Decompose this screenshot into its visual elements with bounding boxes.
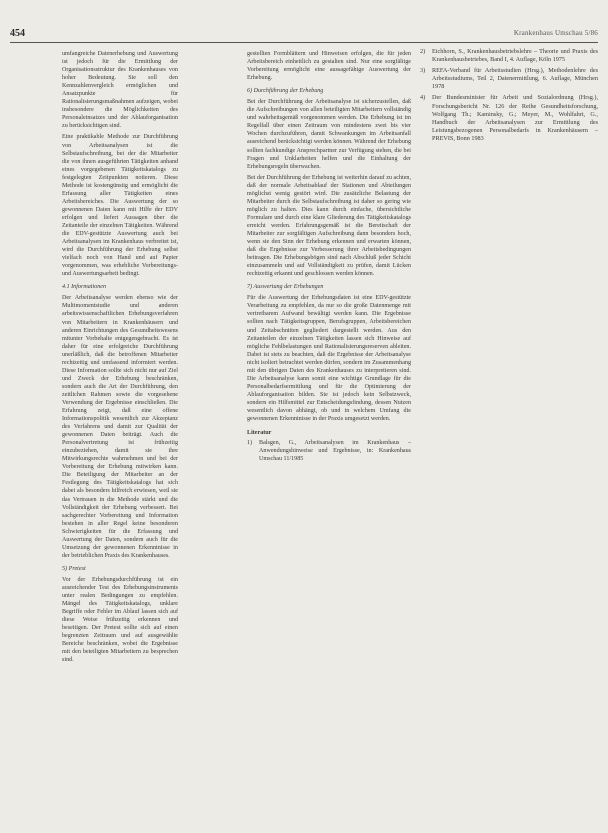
references-heading: Literatur [247, 430, 272, 437]
reference-text: Der Bundesminister für Arbeit und Sozialordnung (Hrsg.), Forschungsbericht Nr. 126 der Reihe Gesundheitsforschung, Wolfgang Th.; Kaminsky, G.; Meyer, M., Wohlfahrt, G., Handbuch der Arbeitsanalysen zur Ermittlung des Leistungsbezogenen Personalbedarfs in Krankenhäusern – PREVIS, Bonn 1983 [432, 94, 598, 142]
paragraph: Bei der Durchführung der Arbeitsanalyse ist sicherzustellen, daß die Aufschreibungen von allen beteiligten Mitarbeitern vollständig und wahrheitsgemäß vorgenommen werden. Die Erhebung ist im Regelfall über einen Zeitraum von mindestens zwei bis vier Wochen durchzuführen, damit Schwankungen im Arbeitsanfall ausreichend berücksichtigt werden können. Während der Erhebung sollten fachkundige Ansprechpartner zur Verfügung stehen, die bei Fragen und Unklarheiten helfen und die Einhaltung der Erhebungsregeln überwachen. [247, 99, 411, 170]
reference-item [420, 94, 598, 143]
page-number: 454 [10, 28, 25, 39]
section-heading-pretest: 5) Pretest [62, 565, 86, 572]
reference-item [420, 67, 598, 91]
paragraph: gestellten Formblättern und Hinweisen erfolgen, die für jeden Arbeitsbereich einheitlich zu gestalten sind. Nur eine sorgfältige Vorbereitung ermöglicht eine aussagefähige Auswertung der Erhebung. [247, 51, 411, 82]
paragraph: Vor der Erhebungsdurchführung ist ein ausreichender Test des Erhebungsinstruments unter realen Bedingungen zu empfehlen. Mängel des Tätigkeitskatalogs, unklare Begriffe oder Fehler im Ablauf lassen sich auf diese Weise frühzeitig erkennen und beseitigen. Der Pretest sollte sich auf einen begrenzten Zeitraum und auf ausgewählte Bereiche beschränken, wobei die Ergebnisse mit den beteiligten Mitarbeitern zu besprechen sind. [62, 576, 178, 664]
text-column-1 [62, 50, 178, 823]
reference-number: 1) [247, 440, 253, 447]
reference-item [247, 439, 411, 463]
reference-number: 2) [420, 48, 426, 55]
paragraph: Für die Auswertung der Erhebungsdaten ist eine EDV-gestützte Verarbeitung zu empfehlen, da nur so die große Datenmenge mit vertretbarem Aufwand bewältigt werden kann. Die Ergebnisse sollten nach Tätigkeitsgruppen, Berufsgruppen, Arbeitsbereichen und Zeitabschnitten gegliedert dargestellt werden. Aus den Zeitanteilen der einzelnen Tätigkeiten lassen sich Hinweise auf mögliche Fehlbelastungen und Rationalisierungsreserven ableiten. Dabei ist stets zu beachten, daß die Ergebnisse der Arbeitsanalyse nicht isoliert betrachtet werden dürfen, sondern im Zusammenhang mit den übrigen Daten des Krankenhauses zu interpretieren sind. Die Arbeitsanalyse kann somit eine wichtige Grundlage für die Personalbedarfsermittlung und für die Optimierung der Ablauforganisation bilden. Sie ist jedoch kein Selbstzweck, sondern ein Hilfsmittel zur Entscheidungsfindung, dessen Nutzen wesentlich davon abhängt, ob und in welchem Umfang die gewonnenen Erkenntnisse in der Praxis umgesetzt werden. [247, 295, 411, 423]
journal-title: Krankenhaus Umschau 5/86 [513, 29, 598, 37]
reference-item [420, 48, 598, 64]
reference-number: 3) [420, 67, 426, 75]
paragraph: Eine praktikable Methode zur Durchführung von Arbeitsanalysen ist die Selbstaufschreibung, bei der die Mitarbeiter die von ihnen ausgeführten Tätigkeiten anhand eines vorgegebenen Tätigkeitskatalogs zu festgelegten Zeitpunkten notieren. Diese Methode ist kostengünstig und ermöglicht die Erfassung aller Tätigkeiten eines Arbeitsbereiches. Die Auswertung der so gewonnenen Daten kann mit Hilfe der EDV erfolgen und liefert Aussagen über die Zeitanteile der einzelnen Tätigkeiten. Während die EDV-gestützte Auswertung auch bei Arbeitsanalysen im Krankenhaus verbreitet ist, wird die Durchführung der Erhebung selbst vielfach noch von Hand und auf Papier vorgenommen, was erhebliche Vorbereitungs- und Auswertungsarbeit bedingt. [62, 134, 178, 278]
paragraph: Bei der Durchführung der Erhebung ist weiterhin darauf zu achten, daß der normale Arbeitsablauf der Stationen und Abteilungen möglichst wenig gestört wird. Die zusätzliche Belastung der Mitarbeiter durch die Selbstaufschreibung ist daher so gering wie möglich zu halten. Dies kann durch einfache, übersichtliche Formulare und durch eine klare Gliederung des Tätigkeitskatalogs erreicht werden. Erfahrungsgemäß ist die Bereitschaft der Mitarbeiter zur sorgfältigen Aufschreibung dann besonders hoch, wenn sie den Sinn der Erhebung erkennen und erwarten können, daß die Ergebnisse zur Verbesserung ihrer Arbeitsbedingungen beitragen. Die Erhebungsbögen sind nach Abschluß jeder Schicht einzusammeln und auf Vollständigkeit zu prüfen, damit Lücken rechtzeitig erkannt und geschlossen werden können. [247, 174, 411, 278]
reference-number: 4) [420, 94, 426, 102]
reference-text: REFA-Verband für Arbeitsstudien (Hrsg.), Methodenlehre des Arbeitsstudiums, Teil 2, Datenermittlung, 6. Auflage, München 1978 [432, 67, 598, 91]
text-column-3 [420, 48, 598, 823]
section-heading-auswertung: 7) Auswertung der Erhebungen [247, 284, 324, 291]
text-column-2 [247, 50, 411, 823]
section-heading-durchfuehrung: 6) Durchführung der Erhebung [247, 88, 324, 95]
paragraph: umfangreiche Datenerhebung und Auswertung ist jedoch für die Ermittlung der Organisationsstruktur des Krankenhauses von hoher Bedeutung. Sie soll den Kennzahlenvergleich ermöglichen und Ansatzpunkte für Rationalisierungsmaßnahmen aufzeigen, wobei insbesondere die Möglichkeiten des Personaleinsatzes und der Ablauforganisation zu berücksichtigen sind. [62, 51, 178, 130]
reference-text: Eichhorn, S., Krankenhausbetriebslehre – Theorie und Praxis des Krankenhausbetriebes, Band I, 4. Auflage, Köln 1975 [432, 48, 598, 64]
paragraph: Der Arbeitsanalyse werden ebenso wie der Multimomentstudie und anderen arbeitswissenschaftlichen Erhebungsverfahren von Mitarbeitern in Krankenhäusern und anderen Einrichtungen des Gesundheitswesens mitunter Vorbehalte entgegengebracht. Es ist daher für eine erfolgreiche Durchführung unerläßlich, daß die betroffenen Mitarbeiter rechtzeitig und umfassend informiert werden. Diese Information sollte sich nicht nur auf Ziel und Zweck der Erhebung beschränken, sondern auch die Art der Durchführung, den zeitlichen Rahmen sowie die vorgesehene Verwendung der Ergebnisse einschließen. Die Erfahrung zeigt, daß eine offene Informationspolitik wesentlich zur Akzeptanz des Verfahrens und damit zur Qualität der gewonnenen Daten beiträgt. Auch die Personalvertretung ist frühzeitig einzubeziehen, damit sie ihre Mitwirkungsrechte wahrnehmen und bei der Vorbereitung der Erhebung mitwirken kann. Die Beteiligung der Mitarbeiter an der Festlegung des Tätigkeitskatalogs hat sich dabei als besonders hilfreich erwiesen, weil sie das Vertrauen in die Methode stärkt und die Vollständigkeit der Erhebung verbessert. Bei sachgerechter Vorbereitung und Information bestehen in aller Regel keine besonderen Schwierigkeiten für die Erfassung und Auswertung der Daten, sondern auch für die Umsetzung der gewonnenen Erkenntnisse in der betrieblichen Praxis des Krankenhauses. [62, 295, 178, 559]
section-heading-informationen: 4.1 Informationen [62, 284, 107, 291]
reference-text: Balsgen, G., Arbeitsanalysen im Krankenhaus – Anwendungshinweise und Ergebnisse, in: Krankenhaus Umschau 11/1985 [259, 440, 411, 463]
page-header [10, 28, 598, 43]
